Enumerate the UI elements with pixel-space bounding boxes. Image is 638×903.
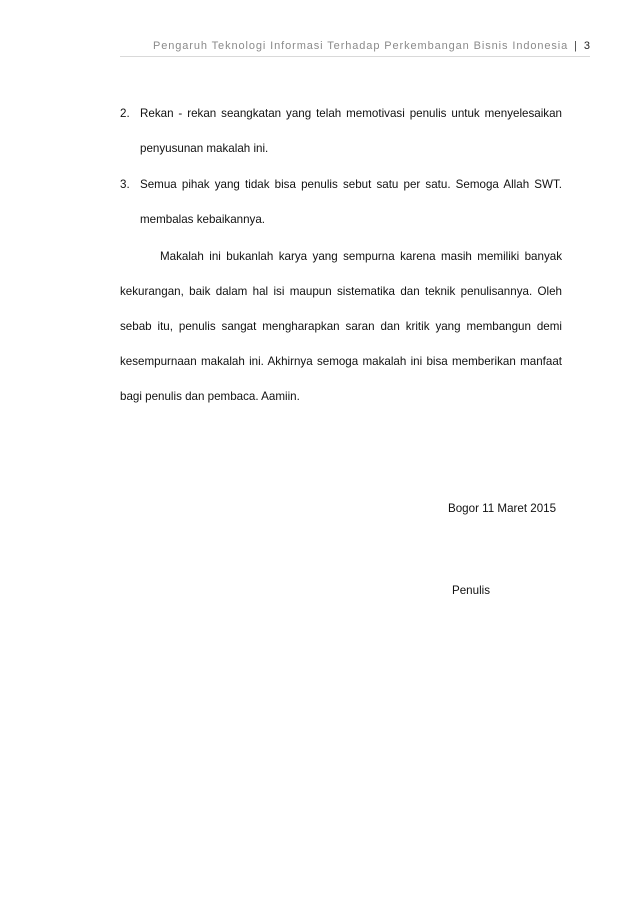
place-date: Bogor 11 Maret 2015 <box>448 502 557 515</box>
author-signature: Penulis <box>452 584 491 597</box>
document-body <box>120 96 562 426</box>
closing-paragraph: Makalah ini bukanlah karya yang sempurna karena masih memiliki banyak kekurangan, baik dalam hal isi maupun sistematika dan teknik penulisannya. Oleh sebab itu, penulis sangat mengharapkan saran dan kritik yang membangun demi kesempurnaan makalah ini. Akhirnya semoga makalah ini bisa memberikan manfaat bagi penulis dan pembaca. Aamiin. <box>120 250 562 403</box>
header-separator: | <box>574 40 578 52</box>
header-title: Pengaruh Teknologi Informasi Terhadap Perkembangan Bisnis Indonesia <box>152 40 569 52</box>
list-item <box>120 167 562 237</box>
list-item-number: 2. <box>120 107 130 120</box>
list-item-text: Semua pihak yang tidak bisa penulis sebut satu per satu. Semoga Allah SWT. membalas kebaikannya. <box>140 178 562 226</box>
list-item <box>120 96 562 166</box>
page-header <box>120 38 590 57</box>
list-item-text: Rekan - rekan seangkatan yang telah memotivasi penulis untuk menyelesaikan penyusunan makalah ini. <box>140 107 562 155</box>
list-item-number: 3. <box>120 178 130 191</box>
page-number: 3 <box>583 40 590 52</box>
